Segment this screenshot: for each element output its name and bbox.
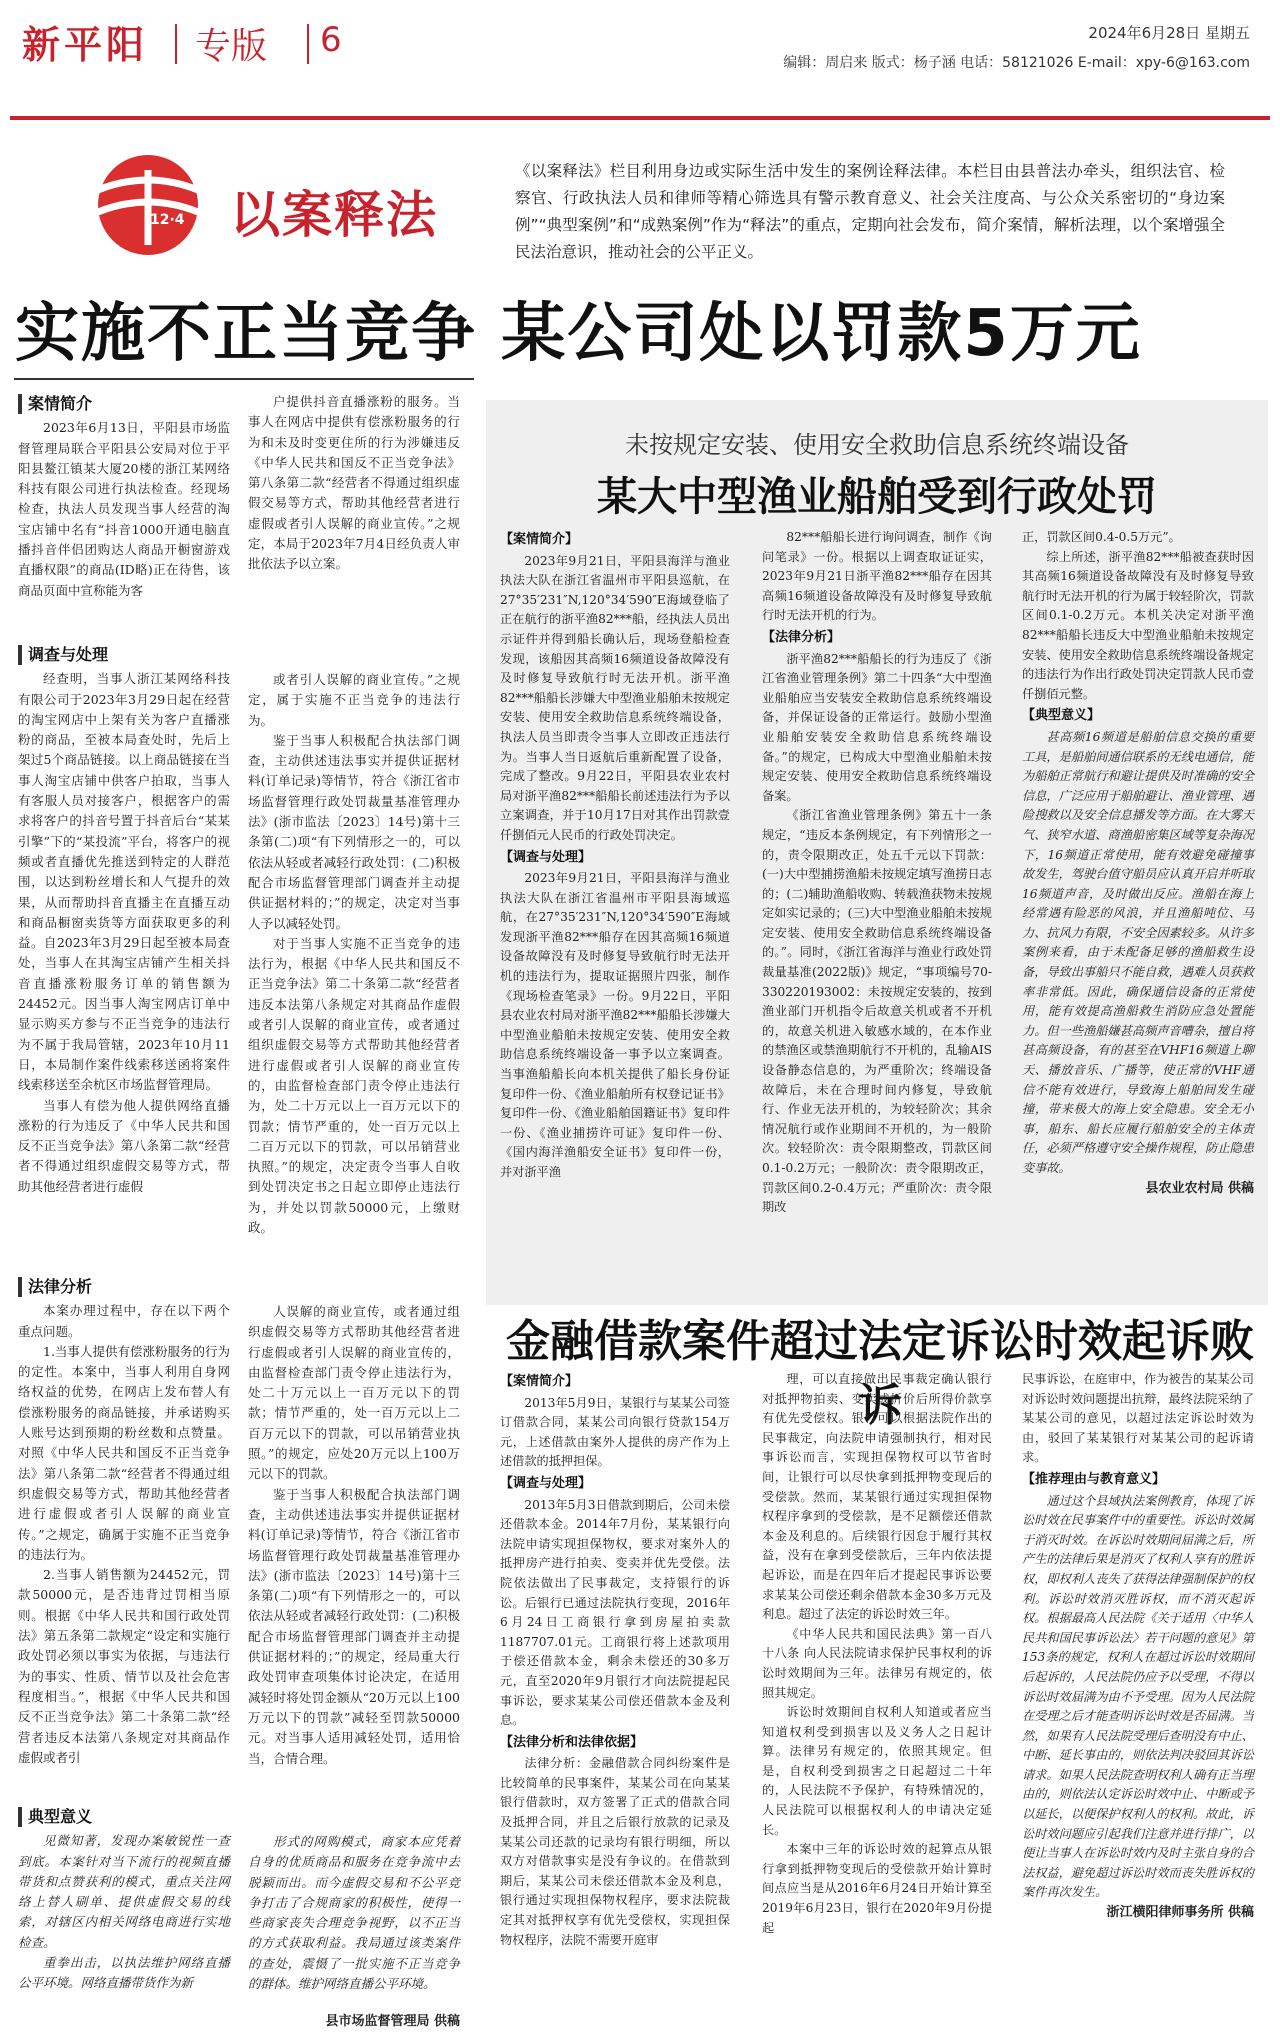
paragraph: 鉴于当事人积极配合执法部门调查，主动供述违法事实并提供证据材料(订单记录)等情节，符合《浙江省市场监督管理行政处罚裁量基准管理办法》(浙市监法〔2023〕14号)第十三条第(二)项“有下列情形之一的，可以依法从轻或者减轻行政处罚：(二)积极配合市场监督管理部门调查并主动提供证据材料的；”的规定，决定对当事人予以减轻处罚。 xyxy=(248,732,460,931)
paragraph: 2.当事人销售额为24452元，罚款50000元，是否违背过罚相当原则。根据《中华人民共和国行政处罚法》第五条第二款规定“设定和实施行政处罚必须以事实为依据，与违法行为的事实、性质、情节以及社会危害程度相当。”，根据《中华人民共和国反不正当竞争法》第二十条第二款“经营者违反本法第八条规定对其商品作虚假或者引 xyxy=(18,1567,230,1765)
article3-col3 xyxy=(1022,1370,1254,1923)
section-heading: 案情简介 xyxy=(18,394,230,414)
paragraph: 经查明，当事人浙江某网络科技有限公司于2023年3月29日起在经营的淘宝网店中上架有关为客户直播涨粉的商品，至被本局查处时，先后上架过5个商品链接。以上商品链接在当事人淘宝店铺中供客户拍取，当事人有客服人员对接客户，根据客户的需求将客户的抖音号置于抖音后台“某某引擎”下的“某投流”平台，将客户的视频或者直播优先推送到特定的人群范围，以达到粉丝增长和人气提升的效果，从而帮助抖音直播主在直播互动和商品橱窗卖货等方面获取更多的利益。自2023年3月29日起至被本局查处，当事人在其淘宝店铺产生相关抖音直播涨粉服务订单的销售额为24452元。因当事人淘宝网店订单中显示购买方参与不正当竞争的违法行为不属于我局管辖，2023年10月11日，本局制作案件线索移送函将案件线索移送至余杭区市场监督管理局。 xyxy=(18,671,230,1093)
section-heading: 法律分析 xyxy=(18,1277,230,1297)
paragraph: 当事人有偿为他人提供网络直播涨粉的行为违反了《中华人民共和国反不正当竞争法》第八条第二款“经营者不得通过组织虚假交易等方式，帮助其他经营者进行虚假 xyxy=(18,1097,230,1194)
paragraph: 本案中三年的诉讼时效的起算点从银行拿到抵押物变现后的受偿款开始计算时间点应当是从2016年6月24日开始计算至2019年6月23日，银行在2020年9月份提起 xyxy=(762,1842,992,1935)
article1-headline: 实施不正当竞争 某公司处以罚款5万元 xyxy=(15,297,1142,371)
section-heading: 【案情简介】 xyxy=(500,1374,579,1389)
paragraph: 综上所述，浙平渔82***船被查获时因其高频16频道设备故障没有及时修复导致航行时无法开机的行为属于较轻阶次，罚款区间0.1-0.2万元。本机关决定对浙平渔82***船船长违反大中型渔业船舶未按规定安装、使用安全救助信息系统终端设备规定的违法行为作出行政处罚决定罚款人民币壹仟捌佰元整。 xyxy=(1022,549,1254,701)
article2-subtitle: 未按规定安装、使用安全救助信息系统终端设备 xyxy=(625,431,1129,459)
paragraph: 2023年6月13日，平阳县市场监督管理局联合平阳县公安局对位于平阳县鳌江镇某大厦20楼的浙江某网络科技有限公司进行执法检查。经现场检查，执法人员发现当事人经营的淘宝店铺中名有“抖音1000开通电脑直播抖音伴侣团购达人商品开橱窗游戏直播权限”的商品(ID略)正在待售，该商品页面中宣称能为客 xyxy=(18,420,230,598)
paragraph: 通过这个县域执法案例教育，体现了诉讼时效在民事案件中的重要性。诉讼时效属于消灭时效。在诉讼时效期间届满之后，所产生的法律后果是消灭了权利人享有的胜诉权，即权利人丧失了获得法律强制保护的权利。诉讼时效消灭胜诉权，而不消灭起诉权。根据最高人民法院《关于适用〈中华人民共和国民事诉讼法〉若干问题的意见》第153条的规定，权利人在超过诉讼时效期间后起诉的，人民法院仍应予以受理，不得以诉讼时效届满为由不予受理。因为人民法院在受理之后才能查明诉讼时效是否届满。当然，如果有人民法院受理后查明没有中止、中断、延长事由的，则依法判决驳回其诉讼请求。如果人民法院查明权利人确有正当理由的，则依法认定诉讼时效中止、中断或予以延长，以便保护权利人的权利。故此，诉讼时效问题应引起我们注意并进行排广，以便让当事人在诉讼时效内及时主张自身的合法权益，避免超过诉讼时效而丧失胜诉权的案件再次发生。 xyxy=(1022,1493,1254,1900)
paragraph: 户提供抖音直播涨粉的服务。当事人在网店中提供有偿涨粉服务的行为和未及时变更住所的行为涉嫌违反《中华人民共和国反不正当竞争法》第八条第二款“经营者不得通过组织虚假交易等方式，帮助其他经营者进行虚假或者引人误解的商业宣传。”之规定，本局于2023年7月4日经负责人审批依法予以立案。 xyxy=(248,394,460,572)
paragraph: 浙平渔82***船船长的行为违反了《浙江省渔业管理条例》第二十四条“大中型渔业船舶应当安装安全救助信息系统终端设备，并保证设备的正常运行。鼓励小型渔业船舶安装安全救助信息系统终端设备。”的规定，已构成大中型渔业船舶未按规定安装、使用安全救助信息系统终端设备案。 xyxy=(762,651,992,803)
section-heading: 调查与处理 xyxy=(18,645,230,665)
editor-info: 编辑：周启来 版式：杨子涵 电话：58121026 E-mail：xpy-6@163.com xyxy=(783,55,1250,71)
law-logo-icon xyxy=(88,150,208,260)
article1-credit: 县市场监督管理局 供稿 xyxy=(325,2014,460,2029)
paragraph: 人误解的商业宣传，或者通过组织虚假交易等方式帮助其他经营者进行虚假或者引人误解的商业宣传的，由监督检查部门责令停止违法行为，处二十万元以上一百万元以下的罚款；情节严重的，处一百万元以上二百万元以下的罚款，可以吊销营业执照。”的规定，应处20万元以上100万元以下的罚款。 xyxy=(248,1304,460,1482)
paragraph: 2013年5月3日借款到期后，公司未偿还借款本金。2014年7月份，某某银行向法院申请实现担保物权，要求对案外人的抵押房产进行拍卖、变卖并优先受偿。法院依法做出了民事裁定，支持银行的诉讼。后银行已通过法院执行变现，2016年6月24日工商银行拿到房屋拍卖款1187707.01元。工商银行将上述款项用于偿还借款本金，剩余未偿还的30多万元，直至2020年9月银行才向法院提起民事诉讼，要求某某公司偿还借款本金及利息。 xyxy=(500,1497,730,1728)
paragraph: 2013年5月9日，某银行与某某公司签订借款合同，某某公司向银行贷款154万元，上述借款由案外人提供的房产作为上述借款的抵押担保。 xyxy=(500,1395,730,1469)
section-heading: 【法律分析】 xyxy=(762,629,841,645)
paragraph: 重拳出击，以执法维护网络直播公平环境。网络直播带货作为新 xyxy=(18,1955,230,1991)
masthead-rule xyxy=(10,116,1270,120)
article3-col1 xyxy=(500,1370,730,1950)
paragraph: 法律分析：金融借款合同纠纷案件是比较简单的民事案件，某某公司在向某某银行借款时，双方签署了正式的借款合同及抵押合同，并且之后银行放款的记录及某某公司还款的记录均有银行明细，所以双方对借款事实是没有争议的。在借款到期后，某某公司未偿还借款本金及利息，银行通过实现担保物权程序，要求法院裁定其对抵押权享有优先受偿权，实现担保物权程序，法院不需要开庭审 xyxy=(500,1756,730,1947)
masthead-divider xyxy=(175,24,177,64)
section-heading: 【法律分析和法律依据】 xyxy=(500,1734,644,1750)
article2-col1 xyxy=(500,528,730,1183)
page-number: 6 xyxy=(320,20,342,60)
article2-credit: 县农业农村局 供稿 xyxy=(1145,1180,1254,1196)
article3-col2 xyxy=(762,1370,992,1938)
article1-col3b xyxy=(248,1302,460,1769)
section-heading: 【调查与处理】 xyxy=(500,849,592,865)
section-name: 专版 xyxy=(195,26,268,67)
article2-col2 xyxy=(762,528,992,1218)
section-heading: 典型意义 xyxy=(18,1807,230,1827)
article2-title: 某大中型渔业船舶受到行政处罚 xyxy=(597,474,1157,520)
paragraph: 正，罚款区间0.4-0.5万元”。 xyxy=(1022,530,1181,544)
masthead-divider xyxy=(307,24,309,64)
section-heading: 【典型意义】 xyxy=(1022,708,1101,724)
article1-col3a xyxy=(18,1275,230,1768)
divider xyxy=(14,378,474,380)
article1-col1a xyxy=(18,392,230,601)
column-intro: 《以案释法》栏目利用身边或实际生活中发生的案例诠释法律。本栏目由县普法办牵头，组织法官、检察官、行政执法人员和律师等精心筛选具有警示教育意义、社会关注度高、与公众关系密切的“身边案例”“典型案例”和“成熟案例”作为“释法”的重点，定期向社会发布，简介案情，解析法理，以个案增强全民法治意识，推动社会的公平正义。 xyxy=(515,162,1225,261)
paragraph: 《中华人民共和国民法典》第一百八十八条 向人民法院请求保护民事权利的诉讼时效期间为三年。法律另有规定的，依照其规定。 xyxy=(762,1626,992,1700)
section-heading: 【推荐理由与教育意义】 xyxy=(1022,1471,1166,1487)
article1-col4b xyxy=(248,1832,460,1994)
article1-col2b xyxy=(248,670,460,1238)
paragraph: 见微知著，发现办案敏锐性一查到底。本案针对当下流行的视频直播带货和点赞获利的模式，重点关注网络上替人刷单、提供虚假交易的线索，对辖区内相关网络电商进行实地检查。 xyxy=(18,1833,230,1950)
paragraph: 鉴于当事人积极配合执法部门调查，主动供述违法事实并提供证据材料(订单记录)等情节，符合《浙江省市场监督管理行政处罚裁量基准管理办法》(浙市监法〔2023〕14号)第十三条第(二)项“有下列情形之一的，可以依法从轻或者减轻行政处罚：(二)积极配合市场监督管理部门调查并主动提供证据材料的；”的规定，经局重大行政处罚审查项集体讨论决定，在适用减轻时将处罚金额从“20万元以上100万元以下的罚款”减轻至罚款50000元。对当事人适用减轻处罚，适用恰当，合情合理。 xyxy=(248,1486,460,1766)
section-heading: 【案情简介】 xyxy=(500,532,579,547)
column-logo-text: 以案释法 xyxy=(230,186,438,244)
paragraph: 1.当事人提供有偿涨粉服务的行为的定性。本案中，当事人利用自身网络权益的优势，在网店上发布替人有偿涨粉服务的商品链接，并承诺购买人账号达到预期的粉丝数和点赞量。对照《中华人民共和国反不正当竞争法》第八条第二款“经营者不得通过组织虚假交易等方式，帮助其他经营者进行虚假或者引人误解的商业宣传。”之规定，确属于实施不正当竞争的违法行为。 xyxy=(18,1343,230,1562)
paragraph: 本案办理过程中，存在以下两个重点问题。 xyxy=(18,1303,230,1339)
article1-col2a xyxy=(18,643,230,1197)
logo-number: 12·4 xyxy=(150,212,185,228)
paragraph: 民事诉讼，在庭审中，作为被告的某某公司对诉讼时效问题提出抗辩，最终法院采纳了某某公司的意见，以超过法定诉讼时效为由，驳回了某某银行对某某公司的起诉请求。 xyxy=(1022,1372,1254,1465)
paragraph: 理，可以直接做出民事裁定确认银行对抵押物拍卖、变卖或折价后所得价款享有优先受偿权。银行可以根据法院作出的民事裁定，向法院申请强制执行，相对民事诉讼而言，实现担保物权可以节省时间，让银行可以尽快拿到抵押物变现后的受偿款。然而，某某银行通过实现担保物权程序拿到的受偿款，是不足额偿还借款本金及利息的。后续银行因怠于履行其权益，没有在拿到受偿款后，三年内依法提起诉讼，而是在四年后才提起民事诉讼要求某某公司偿还剩余借款本金30多万元及利息。超过了法定的诉讼时效三年。 xyxy=(762,1372,992,1622)
paragraph: 82***船船长进行询问调查，制作《询问笔录》一份。根据以上调查取证证实，2023年9月21日浙平渔82***船存在因其高频16频道设备故障没有及时修复导致航行时无法开机的行为。 xyxy=(762,530,992,623)
article1-col1b xyxy=(248,392,460,575)
paragraph: 诉讼时效期间自权利人知道或者应当知道权利受到损害以及义务人之日起计算。法律另有规定的，依照其规定。但是，自权利受到损害之日起超过二十年的，人民法院不予保护，有特殊情况的，人民法院可以根据权利人的申请决定延长。 xyxy=(762,1705,992,1837)
article3-title: 金融借款案件超过法定诉讼时效起诉败诉 xyxy=(506,1316,1254,1431)
paragraph: 2023年9月21日，平阳县海洋与渔业执法大队在浙江省温州市平阳县巡航，在27°35′231″N,120°34′590″E海域登临了正在航行的浙平渔82***船，经执法人员出示证件并得到船长确认后，现场登船检查发现，该船因其高频16频道设备故障没有及时修复导致航行时无法开机。浙平渔82***船船长涉嫌大中型渔业船舶未按规定安装、使用安全救助信息系统终端设备，执法人员当即责令当事人立即改正违法行为。当事人当日返航后重新配置了设备，完成了整改。9月22日，平阳县农业农村局对浙平渔82***船船长前述违法行为予以立案调查，并于10月17日对其作出罚款壹仟捌佰元人民币的行政处罚决定。 xyxy=(500,553,730,842)
paragraph: 甚高频16频道是船舶信息交换的重要工具，是船舶间通信联系的无线电通信，能为船舶正常航行和避让提供及时准确的安全信息，广泛应用于船舶避让、渔业管理、遇险搜救以及安全信息播发等方面。在大雾天气、狭窄水道、商渔船密集区域等复杂海况下，16频道正常使用，能有效避免碰撞事故发生，驾驶台值守船员应认真开启并听取16频道声音，及时做出反应。渔船在海上经常遇有险恶的风浪，并且渔船吨位、马力、抗风力有限，不安全因素较多。从许多案例来看，由于未配备足够的渔船救生设备，导致出事船只不能自救，遇难人员获救率非常低。因此，确保通信设备的正常使用，能有效提高渔船救生消防应急处置能力。但一些渔船嫌甚高频声音嘈杂，擅自将甚高频设备，有的甚至在VHF16频道上聊天、播放音乐、广播等，使正常的VHF通信不能有效进行，导致海上船舶间发生碰撞，带来极大的海上安全隐患。安全无小事，船东、船长应履行船舶安全的主体责任，必须严格遵守安全操作规程，防止隐患变事故。 xyxy=(1022,729,1254,1175)
article2-col3 xyxy=(1022,528,1254,1198)
paragraph: 2023年9月21日，平阳县海洋与渔业执法大队在浙江省温州市平阳县海域巡航，在27°35′231″N,120°34′590″E海域发现浙平渔82***船存在因其高频16频道设备故障没有及时修复导致航行时无法开机的违法行为，提取证据照片四张，制作《现场检查笔录》一份。9月22日，平阳县农业农村局对浙平渔82***船船长涉嫌大中型渔业船舶未按规定安装、使用安全救助信息系统终端设备一事予以立案调查。当事渔船船长向本机关提供了船长身份证复印件一份、《渔业船舶所有权登记证书》复印件一份、《渔业船舶国籍证书》复印件一份、《渔业捕捞许可证》复印件一份、《国内海洋渔船安全证书》复印件一份，并对浙平渔 xyxy=(500,871,730,1179)
paper-logo: 新平阳 xyxy=(22,22,149,67)
article1-col4a xyxy=(18,1805,230,1994)
paragraph: 对于当事人实施不正当竞争的违法行为，根据《中华人民共和国反不正当竞争法》第二十条第二款“经营者违反本法第八条规定对其商品作虚假或者引人误解的商业宣传，或者通过组织虚假交易等方式帮助其他经营者进行虚假或者引人误解的商业宣传的，由监督检查部门责令停止违法行为，处二十万元以上一百万元以下的罚款；情节严重的，处一百万元以上二百万元以下的罚款，可以吊销营业执照。”的规定，决定责令当事人自收到处罚决定书之日起立即停止违法行为，并处以罚款50000元，上缴财政。 xyxy=(248,935,460,1236)
issue-date: 2024年6月28日 星期五 xyxy=(1088,24,1250,42)
paragraph: 《浙江省渔业管理条例》第五十一条规定，“违反本条例规定，有下列情形之一的，责令限期改正，处五千元以下罚款：(一)大中型捕捞渔船未按规定填写渔捞日志的；(二)辅助渔船收购、转载渔获物未按规定如实记录的；(三)大中型渔业船舶未按规定安装、使用安全救助信息系统终端设备的。”。同时，《浙江省海洋与渔业行政处罚裁量基准(2022版)》规定，“事项编号70-330220193002：未按规定安装的，按到渔业部门开机指令后故意关机或者不开机的，故意关机进入敏感水域的，在本作业的禁渔区或禁渔期航行不开机的，乱输AIS设备静态信息的，为严重阶次；终端设备故障后，未在合理时间内修复，导致航行、作业无法开机的，为较轻阶次；其余情况航行或作业期间不开机的，为一般阶次。较轻阶次：责令限期整改，罚款区间0.1-0.2万元；一般阶次：责令限期改正，罚款区间0.2-0.4万元；严重阶次：责令限期改 xyxy=(762,808,992,1215)
paragraph: 或者引人误解的商业宣传。”之规定，属于实施不正当竞争的违法行为。 xyxy=(248,672,460,728)
paragraph: 形式的网购模式，商家本应凭着自身的优质商品和服务在竞争流中去脱颖而出。而今虚假交易和不公平竞争打击了合规商家的积极性，使得一些商家丧失合理竞争视野，以不正当的方式获取利益。我局通过该类案件的查处，震慑了一批实施不正当竞争的群体。维护网络直播公平环境。 xyxy=(248,1834,460,1992)
article3-credit: 浙江横阳律师事务所 供稿 xyxy=(1106,1905,1254,1921)
section-heading: 【调查与处理】 xyxy=(500,1475,592,1491)
